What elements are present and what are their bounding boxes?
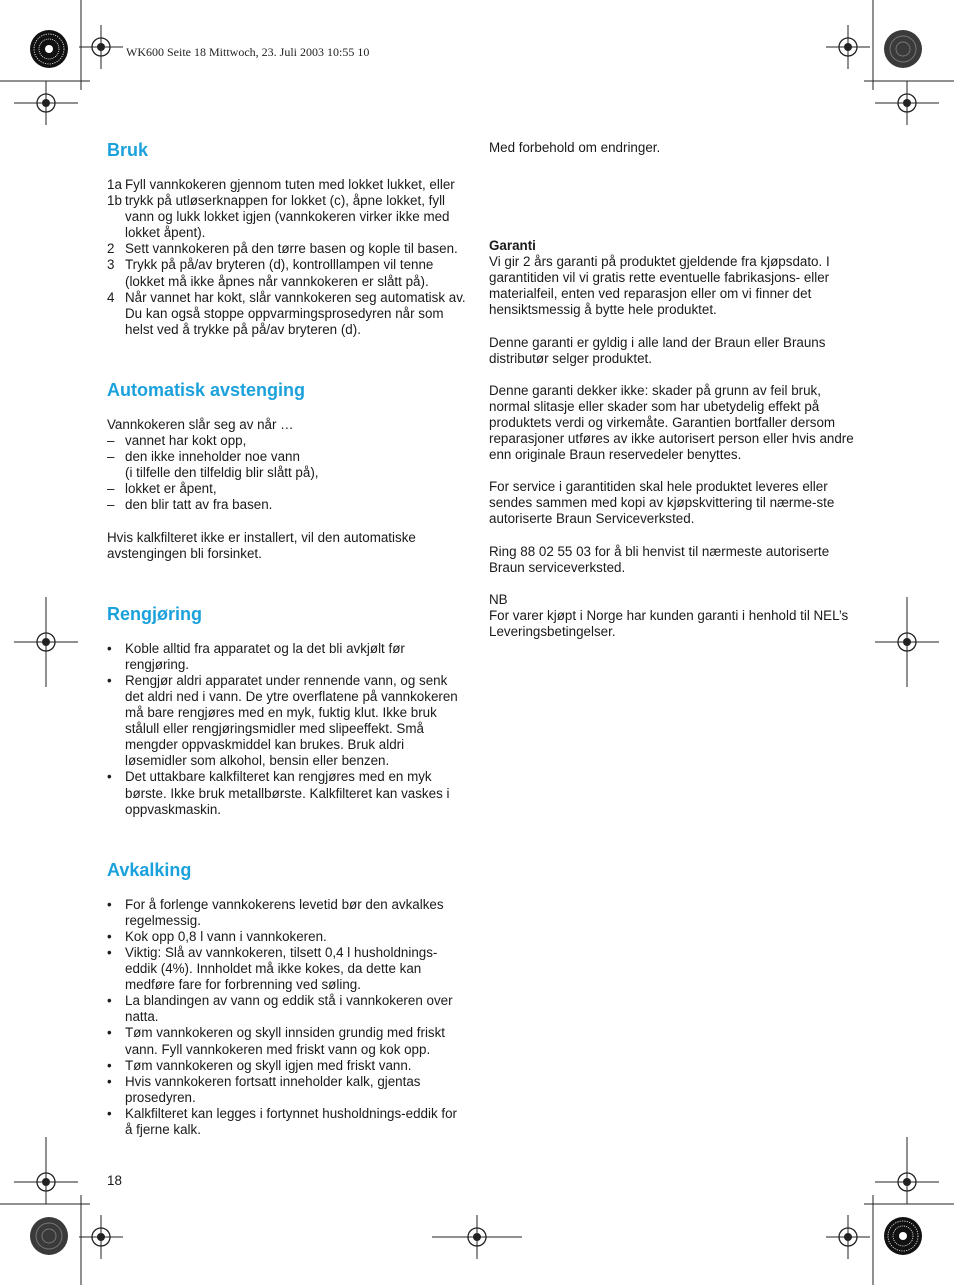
- heading-avkalking: Avkalking: [107, 859, 192, 880]
- list-item: [107, 193, 467, 241]
- list-item: [107, 1025, 467, 1057]
- list-item-text: Viktig: Slå av vannkokeren, tilsett 0,4 l husholdnings-eddik (4%). Innholdet må ikke kokes, da dette kan medføre fare for forbrenning ved søling.: [125, 945, 438, 993]
- heading-automatisk-avstenging: Automatisk avstenging: [107, 379, 306, 400]
- page-number: 18: [107, 1173, 122, 1188]
- rengjoring-list: [107, 641, 467, 818]
- heading-bruk: Bruk: [107, 140, 149, 160]
- list-marker: •: [107, 1025, 112, 1041]
- gray-target-tr: [884, 30, 922, 68]
- section-rengjoring: [107, 602, 467, 818]
- list-marker: 4: [107, 289, 115, 305]
- list-marker: 1a: [107, 177, 122, 192]
- list-marker: •: [107, 928, 112, 944]
- garanti-paragraph-3: Denne garanti dekker ikke: skader på grunn av feil bruk, normal slitasje eller skader som har ubetydelig effekt på produktets verdi og virkemåte. Garantien bortfaller dersom reparasjoner utføres av ikke autorisert person eller hvis andre enn originale Braun reservedeler benyttes.: [489, 382, 854, 463]
- nb-label: NB: [489, 591, 508, 607]
- list-item-text: Tøm vannkokeren og skyll innsiden grundig med friskt vann. Fyll vannkokeren med friskt vann og kok opp.: [125, 1025, 446, 1057]
- auto-intro: Vannkokeren slår seg av når …: [107, 416, 294, 432]
- garanti-paragraph-1: Vi gir 2 års garanti på produktet gjeldende fra kjøpsdato. I garantitiden vil vi gratis rette eventuelle fabrikasjons- eller materialfeil, enten ved reparasjon eller om vi finner det hensiktsmessig å bytte hele produktet.: [489, 254, 830, 318]
- list-item: [107, 1058, 467, 1074]
- bruk-steps: [107, 177, 467, 338]
- list-item-text: Fyll vannkokeren gjennom tuten med lokket lukket, eller: [125, 177, 455, 192]
- list-marker: •: [107, 896, 112, 912]
- list-item-text: La blandingen av vann og eddik stå i vannkokeren over natta.: [125, 993, 453, 1025]
- list-item: [107, 769, 467, 817]
- garanti-paragraph-4: For service i garantitiden skal hele produktet leveres eller sendes sammen med kopi av kjøpskvittering til nærme-ste autoriserte Braun Serviceverksted.: [489, 479, 835, 527]
- list-item: [107, 993, 467, 1025]
- list-item-text: Tøm vannkokeren og skyll igjen med friskt vann.: [125, 1057, 412, 1073]
- list-item: [107, 433, 467, 449]
- list-marker: •: [107, 993, 112, 1009]
- list-item: [107, 1106, 467, 1138]
- list-item: [107, 897, 467, 929]
- registration-mark-l2: [14, 597, 78, 687]
- list-item: [107, 257, 467, 289]
- list-marker: •: [107, 1073, 112, 1089]
- starburst-target-tl: [30, 30, 68, 68]
- list-item-text: trykk på utløserknappen for lokket (c), åpne lokket, fyll vann og lukk lokket igjen (vannkokeren virker ikke med lokket åpent).: [125, 193, 450, 241]
- list-marker: –: [107, 497, 115, 513]
- garanti-paragraph-2: Denne garanti er gyldig i alle land der Braun eller Brauns distributør selger produktet.: [489, 334, 826, 366]
- list-item: [107, 929, 467, 945]
- avkalking-list: [107, 897, 467, 1138]
- registration-mark-r1: [875, 81, 939, 125]
- list-marker: –: [107, 481, 115, 497]
- heading-rengjoring: Rengjøring: [107, 603, 202, 624]
- list-item-extra: (i tilfelle den tilfeldig blir slått på),: [125, 465, 319, 481]
- registration-mark-r3: [875, 1137, 939, 1204]
- registration-mark-bc: [432, 1215, 522, 1259]
- registration-mark-tr: [826, 25, 870, 69]
- registration-mark-l3: [14, 1137, 78, 1204]
- registration-mark-br: [826, 1215, 870, 1259]
- list-marker: 2: [107, 241, 115, 257]
- list-marker: –: [107, 433, 115, 449]
- list-item-text: vannet har kokt opp,: [125, 433, 247, 449]
- list-item-text: Koble alltid fra apparatet og la det bli avkjølt før rengjøring.: [125, 640, 405, 672]
- list-item-text: Trykk på på/av bryteren (d), kontrolllampen vil tenne (lokket må ikke åpnes når vannkokeren er slått på).: [125, 257, 434, 289]
- list-item: [107, 241, 467, 257]
- print-slug: WK600 Seite 18 Mittwoch, 23. Juli 2003 10:55 10: [126, 45, 370, 59]
- auto-conditions: [107, 433, 467, 513]
- gray-target-bl: [30, 1217, 68, 1255]
- list-item-text: Kalkfilteret kan legges i fortynnet husholdnings-eddik for å fjerne kalk.: [125, 1105, 457, 1138]
- list-marker: •: [107, 945, 112, 960]
- list-item-text: Det uttakbare kalkfilteret kan rengjøres med en myk børste. Ikke bruk metallbørste. Kalkfilteret kan vaskes i oppvaskmaskin.: [125, 769, 450, 817]
- auto-note: Hvis kalkfilteret ikke er installert, vil den automatiske avstengingen bli forsinket.: [107, 529, 416, 561]
- list-item: [107, 673, 467, 770]
- list-item-text: Rengjør aldri apparatet under rennende vann, og senk det aldri ned i vann. De ytre overflatene på vannkokeren må bare rengjøres med en myk, fuktig klut. Ikke bruk stålull eller rengjøringsmidler med slipeeffekt. Små mengder oppvaskmiddel kan brukes. Bruk aldri løsemidler som alkohol, bensin eller benzen.: [125, 672, 458, 769]
- registration-mark-bl: [79, 1215, 123, 1259]
- list-marker: •: [107, 640, 112, 656]
- garanti-heading: Garanti: [489, 238, 536, 254]
- list-item: [107, 449, 467, 481]
- list-marker: •: [107, 672, 112, 688]
- nb-text: For varer kjøpt i Norge har kunden garanti i henhold til NEL’s Leveringsbetingelser.: [489, 607, 849, 639]
- list-marker: 3: [107, 257, 115, 273]
- list-item-text: Sett vannkokeren på den tørre basen og kople til basen.: [125, 241, 458, 257]
- list-item: [107, 290, 467, 338]
- registration-mark-r2: [875, 597, 939, 687]
- list-item: [107, 497, 467, 513]
- section-avkalking: [107, 858, 467, 1138]
- right-column: [489, 140, 854, 640]
- left-column: [107, 138, 467, 1138]
- list-marker: •: [107, 1105, 112, 1121]
- section-automatisk-avstenging: [107, 378, 467, 562]
- forbehold-text: Med forbehold om endringer.: [489, 140, 661, 155]
- list-marker: 1b: [107, 193, 122, 209]
- list-item-text: For å forlenge vannkokerens levetid bør den avkalkes regelmessig.: [125, 896, 444, 928]
- list-item: [107, 945, 467, 993]
- list-item-text: Kok opp 0,8 l vann i vannkokeren.: [125, 928, 327, 944]
- list-item: [107, 177, 467, 193]
- starburst-target-br: [884, 1217, 922, 1255]
- list-item: [107, 641, 467, 673]
- list-marker: •: [107, 1057, 112, 1073]
- list-marker: –: [107, 449, 115, 465]
- registration-mark-tl: [79, 25, 123, 69]
- list-item: [107, 481, 467, 497]
- garanti-paragraph-5: Ring 88 02 55 03 for å bli henvist til nærmeste autoriserte Braun serviceverksted.: [489, 543, 830, 575]
- list-item-text: Hvis vannkokeren fortsatt inneholder kalk, gjentas prosedyren.: [125, 1073, 421, 1105]
- section-bruk: [107, 138, 467, 338]
- list-item-text: den ikke inneholder noe vann: [125, 449, 300, 465]
- list-item-text: Når vannet har kokt, slår vannkokeren seg automatisk av.: [125, 289, 466, 305]
- list-item-text: lokket er åpent,: [125, 481, 217, 497]
- registration-mark-l1: [14, 81, 78, 125]
- list-item: [107, 1074, 467, 1106]
- list-marker: •: [107, 769, 112, 785]
- list-item-extra: Du kan også stoppe oppvarmingsprosedyren når som helst ved å trykke på på/av bryteren (d).: [125, 305, 444, 337]
- list-item-text: den blir tatt av fra basen.: [125, 497, 273, 513]
